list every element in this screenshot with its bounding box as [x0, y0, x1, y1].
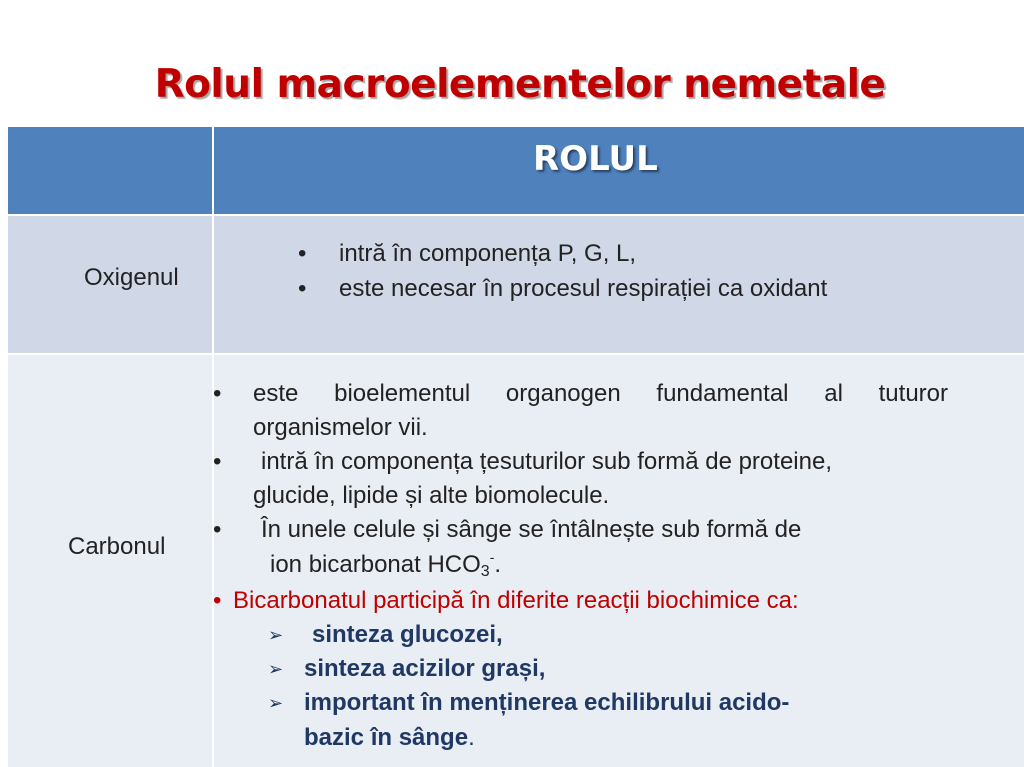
formula-subscript: 3	[480, 563, 490, 580]
list-item: intră în componența țesuturilor sub formă de proteine,	[261, 448, 832, 475]
bullet-icon: •	[213, 448, 222, 475]
bicarbonate-text: ion bicarbonat HCO	[270, 551, 481, 578]
sub-list-item: sinteza acizilor grași,	[304, 655, 546, 682]
slide-title: Rolul macroelementelor nemetale	[154, 62, 886, 107]
bullet-icon: •	[213, 380, 222, 407]
bullet-icon: •	[298, 240, 307, 267]
list-item-continuation: glucide, lipide și alte biomolecule.	[253, 482, 610, 509]
arrow-bullet-icon: ➢	[268, 625, 284, 645]
table-header-left	[8, 127, 212, 214]
sub-list-item-continuation	[304, 724, 475, 752]
list-item-continuation	[270, 551, 501, 579]
header-rolul: ROLUL	[533, 139, 658, 179]
bullet-icon: •	[213, 516, 222, 543]
list-item-continuation: organismelor vii.	[253, 414, 428, 441]
sub-list-item: sinteza glucozei,	[312, 621, 503, 648]
row-carbon-label-cell	[8, 355, 212, 767]
list-item: este bioelementul organogen fundamental al tuturor	[253, 380, 948, 407]
sub-list-text: bazic în sânge	[304, 724, 469, 751]
formula-superscript: -	[489, 549, 495, 565]
arrow-bullet-icon: ➢	[268, 693, 284, 713]
element-name-carbon: Carbonul	[68, 533, 166, 560]
bullet-icon: •	[213, 587, 222, 614]
bullet-icon: •	[298, 275, 307, 302]
element-name-oxigen: Oxigenul	[84, 264, 179, 291]
period: .	[494, 551, 502, 578]
period: .	[468, 724, 475, 751]
sub-list-item: important în menținerea echilibrului acido-	[304, 689, 790, 716]
list-item: este necesar în procesul respirației ca oxidant	[339, 275, 828, 302]
list-item-red: Bicarbonatul participă în diferite reacții biochimice ca:	[233, 587, 799, 614]
arrow-bullet-icon: ➢	[268, 659, 284, 679]
list-item: În unele celule și sânge se întâlnește sub formă de	[261, 516, 802, 543]
list-item: intră în componența P, G, L,	[339, 240, 637, 267]
